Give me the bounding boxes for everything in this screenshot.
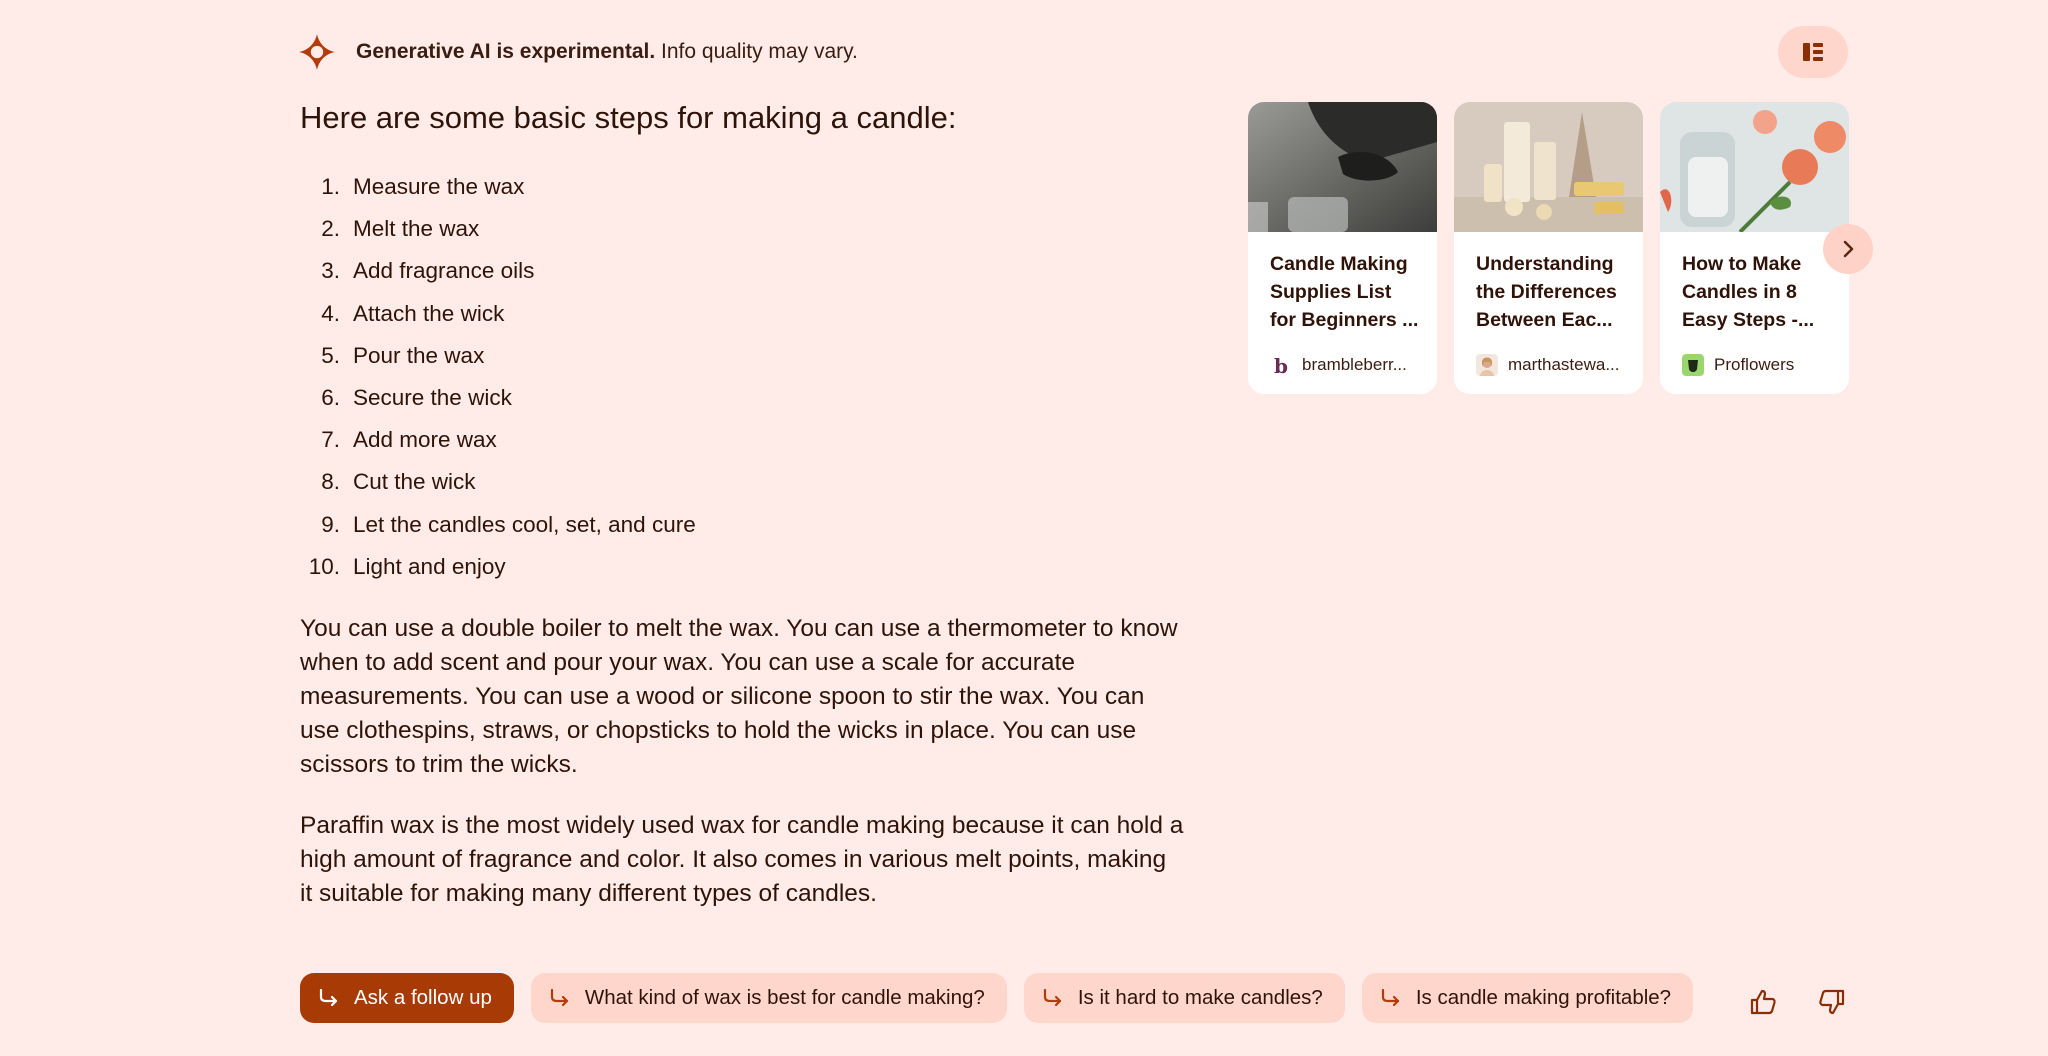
followup-chips	[300, 973, 1693, 1023]
suggestion-chip-profitable[interactable]	[1362, 973, 1693, 1023]
source-title: Understanding the Differences Between Eac...	[1476, 253, 1617, 331]
step-number: 5.	[321, 342, 340, 368]
reply-arrow-icon	[1380, 988, 1402, 1008]
ask-followup-label: Ask a follow up	[354, 986, 492, 1009]
step-item	[300, 377, 696, 419]
thumbs-down-icon	[1818, 988, 1846, 1016]
proflowers-favicon-icon	[1682, 354, 1704, 376]
step-item	[300, 504, 696, 546]
disclaimer-bold: Generative AI is experimental.	[356, 40, 656, 63]
suggestion-chip-wax[interactable]	[531, 973, 1007, 1023]
step-number: 3.	[321, 258, 340, 284]
source-title: Candle Making Supplies List for Beginners ...	[1270, 253, 1419, 331]
step-text: Add more wax	[353, 427, 497, 453]
svg-text:b: b	[1274, 354, 1288, 376]
step-number: 7.	[321, 427, 340, 453]
steps-list	[300, 166, 696, 588]
step-item	[300, 461, 696, 503]
step-number: 4.	[321, 300, 340, 326]
step-item	[300, 293, 696, 335]
step-text: Pour the wax	[353, 342, 485, 368]
step-text: Let the candles cool, set, and cure	[353, 511, 696, 537]
suggestion-label: Is it hard to make candles?	[1077, 986, 1323, 1009]
disclaimer-text	[356, 40, 858, 64]
source-cards	[1248, 102, 1849, 394]
step-number: 8.	[321, 469, 340, 495]
step-text: Attach the wick	[353, 300, 505, 326]
source-site	[1270, 354, 1407, 376]
source-thumbnail	[1248, 102, 1437, 232]
source-site-name: marthastewa...	[1508, 355, 1620, 374]
answer-paragraph-tools: You can use a double boiler to melt the wax. You can use a thermometer to know when to add scent and pour your wax. You can use a scale for accurate measurements. You can use a wood or silicone spoon to stir the wax. You can use clothespins, straws, or chopsticks to hold the wicks in place. You can use scissors to trim the wicks.	[300, 615, 1178, 778]
step-item	[300, 208, 696, 250]
brambleberry-favicon-icon	[1270, 354, 1292, 376]
answer-paragraph-paraffin: Paraffin wax is the most widely used wax for candle making because it can hold a high amount of fragrance and color. It also comes in various melt points, making it suitable for making many different types of candles.	[300, 812, 1184, 907]
reply-arrow-icon	[1042, 988, 1064, 1008]
marthastewart-favicon-icon	[1476, 354, 1498, 376]
step-number: 10.	[308, 553, 340, 579]
step-item	[300, 166, 696, 208]
source-thumbnail	[1454, 102, 1643, 232]
step-item	[300, 250, 696, 292]
step-number: 9.	[321, 511, 340, 537]
suggestion-label: What kind of wax is best for candle making?	[584, 986, 985, 1009]
suggestion-chip-hard[interactable]	[1024, 973, 1345, 1023]
source-site-name: Proflowers	[1714, 355, 1795, 374]
source-title: How to Make Candles in 8 Easy Steps -...	[1682, 253, 1815, 331]
source-site-name: brambleberr...	[1302, 355, 1407, 374]
source-thumbnail	[1660, 102, 1849, 232]
layout-toggle-icon	[1801, 40, 1825, 64]
step-number: 1.	[321, 174, 340, 200]
source-card[interactable]	[1454, 102, 1643, 394]
step-text: Light and enjoy	[353, 553, 506, 579]
reply-arrow-icon	[549, 988, 571, 1008]
source-site	[1476, 354, 1620, 376]
disclaimer-rest: Info quality may vary.	[655, 40, 858, 63]
source-site	[1682, 354, 1794, 376]
header	[298, 32, 858, 72]
reply-arrow-icon	[318, 988, 340, 1008]
thumbs-up-button[interactable]	[1745, 984, 1781, 1020]
step-number: 2.	[321, 216, 340, 242]
step-item	[300, 419, 696, 461]
thumbs-up-icon	[1749, 988, 1777, 1016]
suggestion-label: Is candle making profitable?	[1415, 986, 1672, 1009]
layout-toggle-button[interactable]	[1778, 26, 1848, 78]
step-text: Measure the wax	[353, 174, 525, 200]
source-card[interactable]	[1660, 102, 1849, 394]
ask-followup-button[interactable]	[300, 973, 514, 1023]
step-number: 6.	[321, 385, 340, 411]
sparkle-icon	[298, 33, 336, 71]
step-item	[300, 546, 696, 588]
sources-next-button[interactable]	[1823, 224, 1873, 274]
answer-heading: Here are some basic steps for making a candle:	[300, 100, 957, 135]
thumbs-down-button[interactable]	[1814, 984, 1850, 1020]
step-text: Cut the wick	[353, 469, 476, 495]
step-text: Melt the wax	[353, 216, 480, 242]
step-text: Secure the wick	[353, 385, 512, 411]
chevron-right-icon	[1838, 239, 1858, 259]
step-text: Add fragrance oils	[353, 258, 535, 284]
step-item	[300, 335, 696, 377]
source-card[interactable]	[1248, 102, 1437, 394]
